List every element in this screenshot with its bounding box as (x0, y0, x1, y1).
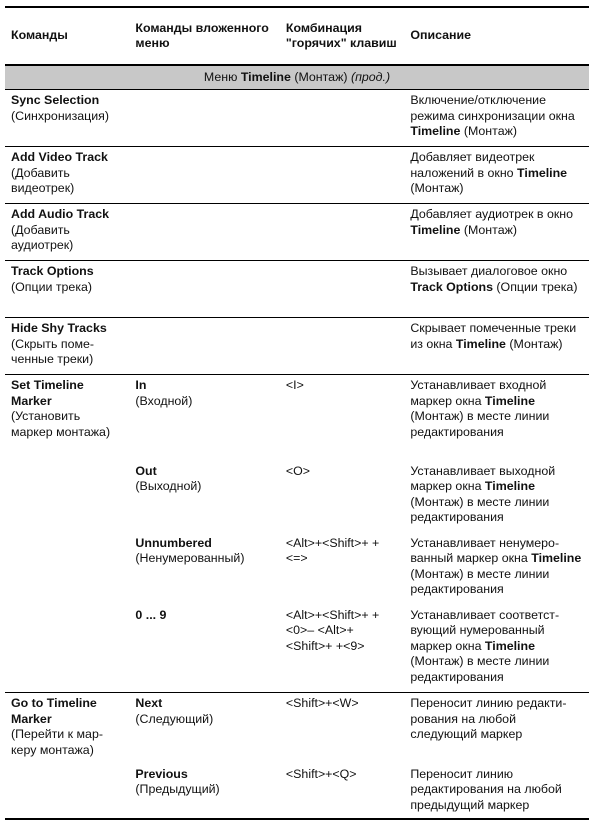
submenu-name: In (135, 378, 147, 392)
hotkey-cell: <Alt>+<Shift>+ +<0>– <Alt>+<Shift>+ +<9> (280, 605, 404, 693)
command-cell (5, 318, 129, 375)
command-name: Add Video Track (11, 150, 108, 164)
command-name: Add Audio Track (11, 207, 109, 221)
submenu-cell: In (Входной) (135, 378, 193, 408)
submenu-name: Unnumbered (135, 535, 212, 550)
hotkey-cell: <Alt>+<Shift>+ +<=> (285, 535, 380, 565)
command-translation: (Скрыть поме-ченные треки) (11, 336, 95, 366)
command-translation: (Опции трека) (11, 279, 93, 294)
description-cell: Устанавливает соответст-вующий нумерованный маркер окна Timeline (Монтаж) в месте линии редактирования (404, 605, 589, 693)
header-description: Описание (404, 7, 589, 65)
table-row (5, 375, 589, 461)
hotkey-cell: <Shift>+<W> (285, 696, 359, 710)
description-cell: Устанавливает выходной маркер окна Timeline (Монтаж) в месте линии редактирования (410, 463, 556, 524)
command-translation: (Установить маркер монтажа) (11, 409, 111, 439)
submenu-name: 0 ... 9 (135, 607, 167, 622)
command-translation: (Добавить аудиотрек) (11, 222, 74, 252)
commands-table (5, 6, 589, 820)
command-cell (5, 261, 129, 318)
description-cell: Включение/отключение режима синхронизации окна Timeline (Монтаж) (404, 90, 589, 147)
command-name: Hide Shy Tracks (11, 321, 107, 335)
command-translation: (Перейти к мар-керу монтажа) (11, 727, 103, 757)
command-name: Set Timeline Marker (11, 378, 84, 408)
submenu-cell: Next (Следующий) (135, 696, 214, 726)
submenu-cell: Unnumbered (Ненумерованный) (135, 535, 245, 565)
description-cell: Переносит линию редактирования на любой предыдущий маркер (404, 764, 589, 819)
description-cell: Скрывает помеченные треки из окна Timeline (Монтаж) (404, 318, 589, 375)
description-cell: Устанавливает входной маркер окна Timeline (Монтаж) в месте линии редактирования (410, 378, 550, 439)
command-translation: (Синхронизация) (11, 108, 110, 123)
description-cell: Устанавливает ненумеро-ванный маркер окна Timeline (Монтаж) в месте линии редактирования (410, 535, 582, 596)
command-cell (5, 375, 129, 693)
command-name: Track Options (11, 264, 94, 278)
command-cell (5, 147, 129, 204)
command-cell (5, 90, 129, 147)
submenu-name: Out (135, 463, 157, 478)
section-title: Меню Timeline (Монтаж) (прод.) (5, 65, 589, 90)
command-translation: (Добавить видеотрек) (11, 165, 75, 195)
command-name: Go to Timeline Marker (11, 696, 97, 726)
hotkey-cell: <Shift>+<Q> (280, 764, 404, 819)
submenu-cell (129, 605, 280, 693)
table-row (5, 204, 589, 261)
command-cell (5, 204, 129, 261)
table-row (5, 318, 589, 375)
command-name: Sync Selection (11, 93, 100, 107)
description-cell: Добавляет аудиотрек в окно Timeline (Монтаж) (404, 204, 589, 261)
table-row (5, 147, 589, 204)
table-header-row (5, 7, 589, 65)
table-row (5, 693, 589, 764)
table-row (5, 90, 589, 147)
submenu-cell: Previous (Предыдущий) (129, 764, 280, 819)
table-row (5, 261, 589, 318)
header-commands: Команды (5, 7, 129, 65)
submenu-name: Previous (135, 766, 188, 781)
description-cell: Переносит линию редакти-рования на любой следующий маркер (410, 696, 567, 741)
submenu-name: Next (135, 696, 163, 710)
description-cell: Добавляет видеотрек наложений в окно Timeline (Монтаж) (404, 147, 589, 204)
command-cell (5, 693, 129, 819)
hotkey-cell: <O> (285, 463, 311, 478)
submenu-cell: Out (Выходной) (135, 463, 202, 493)
header-hotkeys: Комбинация "горячих" клавиш (280, 7, 404, 65)
section-row (5, 65, 589, 90)
header-submenu-commands: Команды вложенного меню (129, 7, 280, 65)
hotkey-cell: <I> (285, 378, 304, 392)
description-cell: Вызывает диалоговое окно Track Options (Опции трека) (404, 261, 589, 318)
